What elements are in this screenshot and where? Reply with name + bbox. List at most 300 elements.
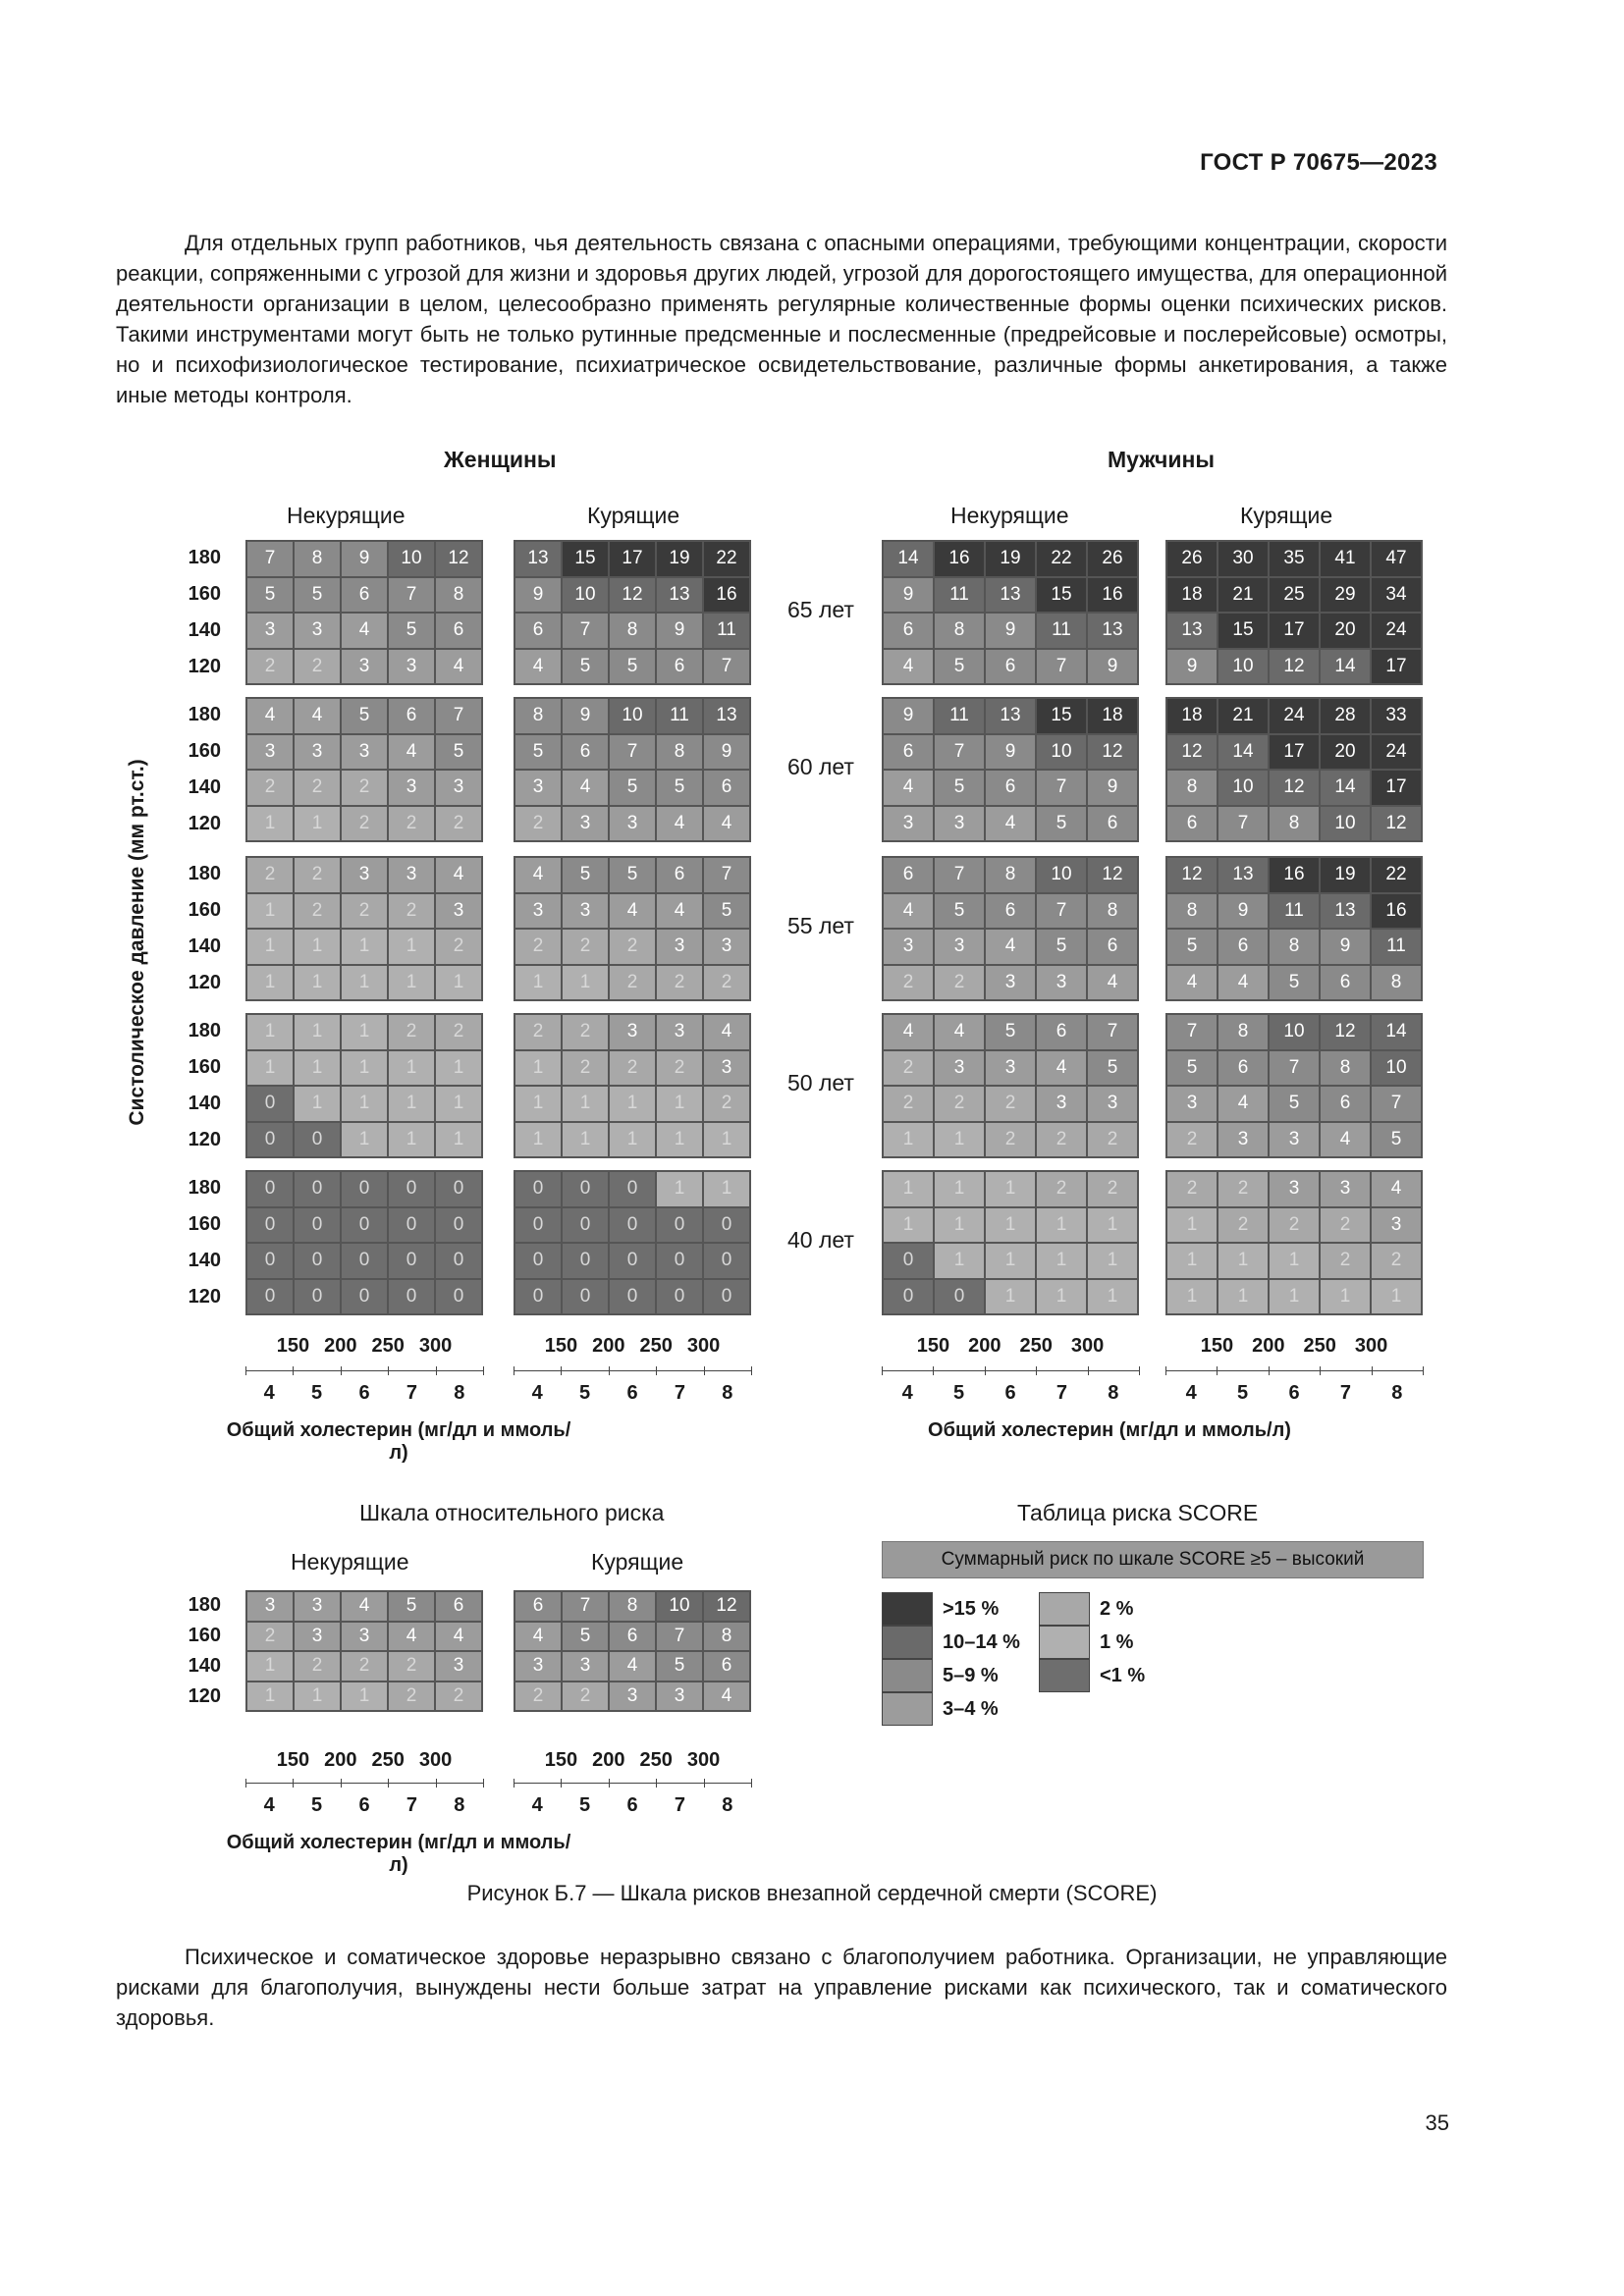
age-group-label: 60 лет — [787, 754, 854, 779]
risk-cell: 4 — [436, 1623, 481, 1651]
age-group-label: 40 лет — [787, 1227, 854, 1253]
risk-cell: 2 — [295, 1652, 340, 1681]
risk-cell: 10 — [1218, 650, 1268, 684]
risk-cell: 6 — [1088, 930, 1137, 964]
risk-cell: 3 — [610, 807, 655, 841]
risk-cell: 3 — [1218, 1123, 1268, 1157]
risk-cell: 15 — [1037, 699, 1086, 733]
risk-cell: 8 — [1167, 894, 1217, 929]
men-nonsmokers-axis-line — [882, 1370, 1139, 1371]
risk-cell: 1 — [247, 894, 293, 929]
risk-cell: 9 — [657, 614, 702, 648]
risk-cell: 0 — [436, 1244, 481, 1278]
risk-cell: 12 — [1167, 858, 1217, 892]
risk-cell: 1 — [342, 1087, 387, 1121]
risk-cell: 0 — [389, 1208, 434, 1243]
bp-label: 120 — [188, 812, 221, 834]
women-smokers-axis-tick — [704, 1366, 705, 1375]
risk-cell: 0 — [884, 1244, 933, 1278]
risk-cell: 12 — [1167, 735, 1217, 770]
risk-cell: 0 — [436, 1208, 481, 1243]
risk-cell: 1 — [563, 1087, 608, 1121]
bp-label: 160 — [188, 1624, 221, 1646]
risk-cell: 0 — [247, 1172, 293, 1206]
risk-cell: 1 — [884, 1123, 933, 1157]
relative-nonsmokers-mg-tick: 250 — [371, 1749, 405, 1771]
relative-nonsmokers-mmol-tick: 8 — [454, 1794, 465, 1816]
men-nonsmokers-mg-tick: 150 — [916, 1335, 950, 1357]
risk-cell: 4 — [704, 1015, 749, 1049]
risk-cell: 5 — [935, 650, 984, 684]
risk-cell: 4 — [436, 650, 481, 684]
risk-cell: 6 — [884, 614, 933, 648]
risk-cell: 0 — [247, 1208, 293, 1243]
risk-cell: 4 — [1372, 1172, 1421, 1206]
risk-cell: 13 — [1167, 614, 1217, 648]
document-id: ГОСТ Р 70675—2023 — [1200, 149, 1437, 176]
risk-cell: 5 — [1270, 1087, 1319, 1121]
risk-cell: 5 — [1037, 930, 1086, 964]
risk-cell: 4 — [657, 807, 702, 841]
risk-cell: 8 — [610, 614, 655, 648]
risk-cell: 5 — [610, 771, 655, 805]
risk-cell: 1 — [1270, 1244, 1319, 1278]
relative-nonsmokers-mg-tick: 300 — [418, 1749, 453, 1771]
men-nonsmokers-axis-tick — [1036, 1366, 1037, 1375]
risk-cell: 4 — [704, 807, 749, 841]
risk-cell: 1 — [342, 966, 387, 1000]
women-nonsmokers-grid — [245, 1170, 483, 1315]
risk-cell: 1 — [1088, 1208, 1137, 1243]
risk-cell: 3 — [1270, 1123, 1319, 1157]
age-group-label: 65 лет — [787, 597, 854, 622]
risk-cell: 8 — [1088, 894, 1137, 929]
risk-cell: 5 — [247, 578, 293, 613]
risk-cell: 1 — [436, 1123, 481, 1157]
risk-cell: 7 — [1372, 1087, 1421, 1121]
bp-label: 120 — [188, 1128, 221, 1150]
risk-cell: 1 — [610, 1123, 655, 1157]
women-nonsmokers-mmol-tick: 4 — [263, 1382, 275, 1404]
men-nonsmokers-mmol-tick: 5 — [953, 1382, 965, 1404]
risk-cell: 2 — [1270, 1208, 1319, 1243]
men-nonsmokers-grid — [882, 1013, 1139, 1158]
risk-cell: 11 — [1372, 930, 1421, 964]
risk-cell: 0 — [563, 1280, 608, 1314]
risk-cell: 2 — [389, 894, 434, 929]
risk-cell: 1 — [1167, 1244, 1217, 1278]
score-banner: Суммарный риск по шкале SCORE ≥5 – высокий — [882, 1541, 1424, 1578]
risk-cell: 1 — [935, 1123, 984, 1157]
risk-cell: 5 — [610, 650, 655, 684]
risk-cell: 8 — [1218, 1015, 1268, 1049]
risk-cell: 7 — [563, 1592, 608, 1621]
women-smokers-mg-tick: 250 — [639, 1335, 673, 1357]
men-nonsmokers-axis-tick — [985, 1366, 986, 1375]
risk-cell: 1 — [515, 1087, 561, 1121]
risk-cell: 3 — [610, 1682, 655, 1711]
risk-cell: 4 — [884, 771, 933, 805]
risk-cell: 3 — [704, 930, 749, 964]
risk-cell: 4 — [657, 894, 702, 929]
risk-cell: 1 — [389, 1051, 434, 1086]
risk-cell: 1 — [389, 1123, 434, 1157]
risk-cell: 12 — [610, 578, 655, 613]
relative-smokers-mmol-tick: 8 — [722, 1794, 733, 1816]
bp-label: 140 — [188, 934, 221, 957]
risk-cell: 3 — [935, 1051, 984, 1086]
risk-cell: 1 — [342, 930, 387, 964]
risk-cell: 12 — [1088, 735, 1137, 770]
risk-cell: 0 — [295, 1208, 340, 1243]
bp-label: 180 — [188, 1019, 221, 1041]
risk-cell: 3 — [436, 1652, 481, 1681]
risk-cell: 15 — [1037, 578, 1086, 613]
risk-cell: 18 — [1167, 699, 1217, 733]
risk-cell: 47 — [1372, 542, 1421, 576]
risk-cell: 17 — [1270, 735, 1319, 770]
risk-cell: 4 — [1218, 1087, 1268, 1121]
relative-nonsmokers-axis-tick — [341, 1779, 342, 1788]
risk-cell: 4 — [342, 1592, 387, 1621]
legend-swatch — [882, 1626, 933, 1659]
risk-cell: 6 — [1088, 807, 1137, 841]
risk-cell: 4 — [1167, 966, 1217, 1000]
risk-cell: 0 — [935, 1280, 984, 1314]
men-smokers-mmol-tick: 7 — [1339, 1382, 1351, 1404]
men-nonsmokers-grid — [882, 1170, 1139, 1315]
risk-cell: 22 — [1372, 858, 1421, 892]
risk-cell: 5 — [657, 1652, 702, 1681]
risk-cell: 2 — [884, 1051, 933, 1086]
risk-cell: 29 — [1321, 578, 1370, 613]
risk-cell: 3 — [515, 771, 561, 805]
risk-cell: 2 — [1037, 1123, 1086, 1157]
risk-cell: 10 — [610, 699, 655, 733]
bp-label: 140 — [188, 1249, 221, 1271]
risk-cell: 3 — [1037, 966, 1086, 1000]
risk-cell: 3 — [657, 930, 702, 964]
risk-cell: 3 — [1167, 1087, 1217, 1121]
risk-cell: 1 — [1218, 1244, 1268, 1278]
risk-cell: 13 — [657, 578, 702, 613]
women-smokers-mmol-tick: 6 — [626, 1382, 638, 1404]
x-axis-label-men: Общий холестерин (мг/дл и ммоль/л) — [928, 1419, 1291, 1441]
bp-label: 140 — [188, 1092, 221, 1114]
risk-cell: 6 — [657, 650, 702, 684]
women-nonsmokers-mg-tick: 150 — [276, 1335, 310, 1357]
risk-cell: 13 — [1321, 894, 1370, 929]
risk-cell: 0 — [389, 1244, 434, 1278]
risk-cell: 2 — [935, 966, 984, 1000]
risk-cell: 7 — [247, 542, 293, 576]
risk-cell: 1 — [247, 1015, 293, 1049]
risk-cell: 1 — [1037, 1244, 1086, 1278]
relative-smokers-mg-tick: 250 — [639, 1749, 673, 1771]
bp-label: 160 — [188, 1055, 221, 1078]
relative-nonsmokers-axis-line — [245, 1783, 483, 1784]
risk-cell: 18 — [1088, 699, 1137, 733]
risk-cell: 30 — [1218, 542, 1268, 576]
risk-cell: 9 — [1218, 894, 1268, 929]
risk-cell: 4 — [1088, 966, 1137, 1000]
men-nonsmokers-label: Некурящие — [950, 503, 1069, 528]
risk-cell: 9 — [563, 699, 608, 733]
women-nonsmokers-mmol-tick: 5 — [311, 1382, 323, 1404]
risk-cell: 6 — [657, 858, 702, 892]
risk-cell: 3 — [389, 771, 434, 805]
women-nonsmokers-axis-tick — [436, 1366, 437, 1375]
risk-cell: 9 — [884, 699, 933, 733]
risk-cell: 7 — [1218, 807, 1268, 841]
women-nonsmokers-mmol-tick: 7 — [406, 1382, 417, 1404]
risk-cell: 2 — [436, 930, 481, 964]
risk-cell: 2 — [436, 807, 481, 841]
risk-cell: 10 — [1372, 1051, 1421, 1086]
risk-cell: 1 — [247, 1682, 293, 1711]
men-smokers-axis-tick — [1372, 1366, 1373, 1375]
risk-cell: 25 — [1270, 578, 1319, 613]
risk-cell: 1 — [436, 1087, 481, 1121]
risk-cell: 10 — [1037, 858, 1086, 892]
risk-cell: 14 — [1321, 771, 1370, 805]
risk-cell: 6 — [1218, 930, 1268, 964]
relative-smokers-mg-tick: 200 — [592, 1749, 625, 1771]
legend-label: 5–9 % — [943, 1665, 999, 1686]
risk-cell: 3 — [389, 858, 434, 892]
risk-cell: 7 — [436, 699, 481, 733]
relative-nonsmokers-axis-tick — [436, 1779, 437, 1788]
men-smokers-grid — [1165, 697, 1423, 842]
risk-cell: 12 — [1270, 650, 1319, 684]
risk-cell: 1 — [515, 1051, 561, 1086]
women-smokers-mmol-tick: 4 — [531, 1382, 543, 1404]
risk-cell: 2 — [247, 1623, 293, 1651]
men-smokers-mmol-tick: 8 — [1391, 1382, 1403, 1404]
risk-cell: 6 — [436, 614, 481, 648]
risk-cell: 6 — [986, 650, 1035, 684]
risk-cell: 4 — [247, 699, 293, 733]
risk-cell: 13 — [1088, 614, 1137, 648]
risk-cell: 2 — [1321, 1208, 1370, 1243]
risk-cell: 1 — [295, 807, 340, 841]
risk-cell: 8 — [515, 699, 561, 733]
risk-cell: 9 — [1321, 930, 1370, 964]
risk-cell: 4 — [704, 1682, 749, 1711]
bp-label: 180 — [188, 546, 221, 568]
risk-cell: 1 — [295, 1015, 340, 1049]
risk-cell: 6 — [1321, 1087, 1370, 1121]
risk-cell: 5 — [563, 1623, 608, 1651]
risk-cell: 13 — [515, 542, 561, 576]
men-smokers-grid — [1165, 1170, 1423, 1315]
relative-smokers-mmol-tick: 4 — [531, 1794, 543, 1816]
risk-cell: 8 — [1167, 771, 1217, 805]
risk-cell: 2 — [342, 807, 387, 841]
risk-cell: 3 — [884, 930, 933, 964]
closing-paragraph: Психическое и соматическое здоровье неразрывно связано с благополучием работника. Организации, не управляющие рисками для благополучия, вынуждены нести больше затрат на управление рисками как психического, так и соматического здоровья. — [116, 1945, 1447, 2030]
risk-cell: 4 — [610, 1652, 655, 1681]
risk-cell: 1 — [986, 1280, 1035, 1314]
risk-cell: 22 — [1037, 542, 1086, 576]
risk-cell: 4 — [295, 699, 340, 733]
risk-cell: 19 — [1321, 858, 1370, 892]
bp-label: 160 — [188, 898, 221, 921]
risk-cell: 1 — [884, 1172, 933, 1206]
legend-label: >15 % — [943, 1598, 1000, 1620]
risk-cell: 12 — [704, 1592, 749, 1621]
women-smokers-mg-tick: 200 — [592, 1335, 625, 1357]
risk-cell: 0 — [563, 1172, 608, 1206]
legend-label: 2 % — [1100, 1598, 1134, 1620]
risk-cell: 3 — [986, 966, 1035, 1000]
relative-smokers-axis-tick — [704, 1779, 705, 1788]
risk-cell: 1 — [1037, 1280, 1086, 1314]
risk-cell: 21 — [1218, 578, 1268, 613]
risk-cell: 0 — [247, 1087, 293, 1121]
risk-cell: 2 — [563, 1051, 608, 1086]
risk-cell: 2 — [247, 858, 293, 892]
risk-cell: 11 — [935, 699, 984, 733]
risk-cell: 8 — [1270, 930, 1319, 964]
men-smokers-mg-tick: 150 — [1200, 1335, 1234, 1357]
risk-cell: 9 — [1088, 650, 1137, 684]
risk-cell: 2 — [1372, 1244, 1421, 1278]
men-nonsmokers-mmol-tick: 7 — [1056, 1382, 1067, 1404]
risk-cell: 6 — [884, 735, 933, 770]
men-smokers-label: Курящие — [1240, 503, 1333, 528]
risk-cell: 5 — [986, 1015, 1035, 1049]
risk-cell: 28 — [1321, 699, 1370, 733]
risk-cell: 2 — [342, 1652, 387, 1681]
risk-cell: 3 — [515, 1652, 561, 1681]
risk-cell: 8 — [1270, 807, 1319, 841]
risk-cell: 7 — [935, 858, 984, 892]
risk-cell: 13 — [1218, 858, 1268, 892]
risk-cell: 24 — [1372, 614, 1421, 648]
risk-cell: 6 — [436, 1592, 481, 1621]
risk-cell: 1 — [884, 1208, 933, 1243]
risk-cell: 2 — [247, 650, 293, 684]
risk-cell: 0 — [389, 1280, 434, 1314]
risk-cell: 3 — [884, 807, 933, 841]
risk-cell: 4 — [935, 1015, 984, 1049]
risk-cell: 2 — [1321, 1244, 1370, 1278]
bp-label: 160 — [188, 582, 221, 605]
men-smokers-mmol-tick: 5 — [1237, 1382, 1249, 1404]
risk-cell: 0 — [610, 1172, 655, 1206]
risk-cell: 5 — [1088, 1051, 1137, 1086]
risk-cell: 0 — [657, 1208, 702, 1243]
bp-label: 120 — [188, 971, 221, 993]
risk-cell: 2 — [247, 771, 293, 805]
risk-cell: 9 — [986, 614, 1035, 648]
risk-cell: 1 — [935, 1244, 984, 1278]
risk-cell: 2 — [436, 1682, 481, 1711]
age-group-label: 55 лет — [787, 913, 854, 938]
risk-cell: 33 — [1372, 699, 1421, 733]
relative-nonsmokers-axis-tick — [245, 1779, 246, 1788]
risk-cell: 4 — [1218, 966, 1268, 1000]
risk-cell: 3 — [1088, 1087, 1137, 1121]
risk-cell: 6 — [884, 858, 933, 892]
men-smokers-axis-tick — [1217, 1366, 1218, 1375]
risk-cell: 1 — [295, 1087, 340, 1121]
men-nonsmokers-axis-tick — [882, 1366, 883, 1375]
risk-cell: 3 — [436, 894, 481, 929]
risk-cell: 12 — [1088, 858, 1137, 892]
relative-nonsmokers-axis-tick — [293, 1779, 294, 1788]
women-nonsmokers-grid — [245, 540, 483, 685]
risk-cell: 14 — [884, 542, 933, 576]
risk-cell: 3 — [247, 1592, 293, 1621]
risk-cell: 4 — [389, 1623, 434, 1651]
risk-cell: 1 — [657, 1172, 702, 1206]
legend-label: <1 % — [1100, 1665, 1146, 1686]
men-nonsmokers-grid — [882, 856, 1139, 1001]
risk-cell: 16 — [1088, 578, 1137, 613]
risk-cell: 9 — [986, 735, 1035, 770]
risk-cell: 1 — [1218, 1280, 1268, 1314]
men-smokers-axis-tick — [1269, 1366, 1270, 1375]
risk-cell: 2 — [657, 966, 702, 1000]
women-nonsmokers-mmol-tick: 6 — [358, 1382, 370, 1404]
risk-cell: 1 — [389, 930, 434, 964]
x-axis-label-women: Общий холестерин (мг/дл и ммоль/л) — [226, 1419, 571, 1464]
risk-cell: 24 — [1270, 699, 1319, 733]
risk-cell: 2 — [342, 771, 387, 805]
women-label: Женщины — [444, 447, 557, 472]
risk-cell: 0 — [515, 1244, 561, 1278]
women-smokers-grid — [514, 1013, 751, 1158]
risk-cell: 2 — [295, 858, 340, 892]
men-nonsmokers-axis-tick — [1088, 1366, 1089, 1375]
men-nonsmokers-mmol-tick: 4 — [901, 1382, 913, 1404]
risk-cell: 26 — [1167, 542, 1217, 576]
risk-cell: 6 — [342, 578, 387, 613]
legend-swatch — [1039, 1592, 1090, 1626]
risk-cell: 1 — [342, 1123, 387, 1157]
women-nonsmokers-mg-tick: 300 — [418, 1335, 453, 1357]
risk-cell: 41 — [1321, 542, 1370, 576]
men-nonsmokers-axis-tick — [1139, 1366, 1140, 1375]
men-smokers-mg-tick: 200 — [1252, 1335, 1285, 1357]
women-nonsmokers-axis-tick — [483, 1366, 484, 1375]
risk-cell: 20 — [1321, 735, 1370, 770]
risk-cell: 5 — [342, 699, 387, 733]
risk-cell: 0 — [884, 1280, 933, 1314]
women-smokers-axis-tick — [656, 1366, 657, 1375]
risk-cell: 3 — [563, 807, 608, 841]
bp-label: 160 — [188, 1212, 221, 1235]
risk-cell: 5 — [1372, 1123, 1421, 1157]
relative-smokers-axis-tick — [609, 1779, 610, 1788]
risk-cell: 1 — [247, 1652, 293, 1681]
risk-cell: 3 — [342, 858, 387, 892]
risk-cell: 11 — [1270, 894, 1319, 929]
risk-cell: 13 — [986, 699, 1035, 733]
bp-label: 180 — [188, 703, 221, 725]
risk-cell: 2 — [1218, 1172, 1268, 1206]
risk-cell: 6 — [1037, 1015, 1086, 1049]
risk-cell: 1 — [935, 1208, 984, 1243]
relative-smokers-grid — [514, 1590, 751, 1712]
risk-cell: 2 — [563, 1015, 608, 1049]
risk-cell: 1 — [436, 1051, 481, 1086]
risk-cell: 2 — [389, 1652, 434, 1681]
risk-cell: 9 — [884, 578, 933, 613]
risk-cell: 6 — [1321, 966, 1370, 1000]
